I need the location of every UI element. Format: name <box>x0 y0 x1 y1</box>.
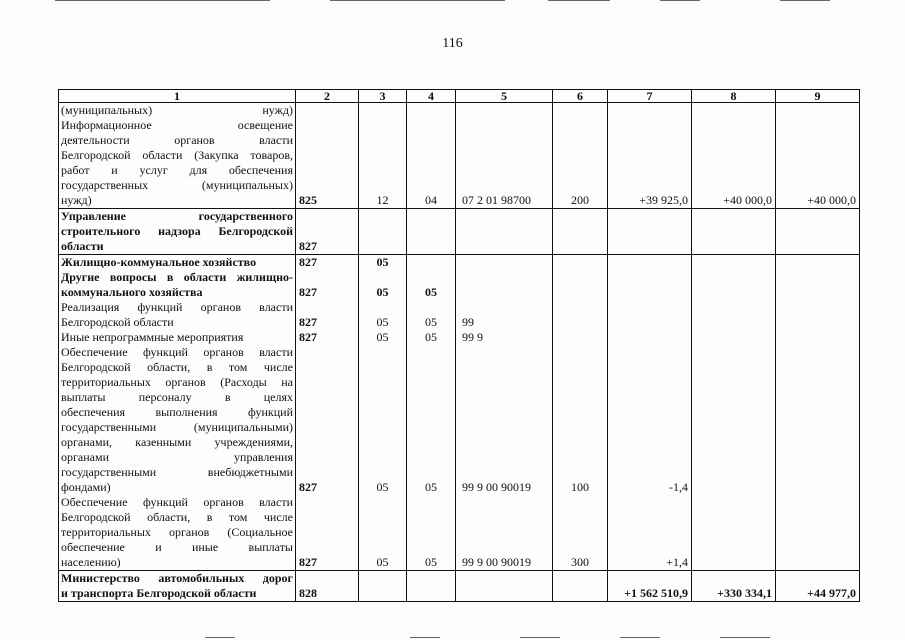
row-name-line: территориальных органов (Расходы на <box>61 375 293 389</box>
expense-type-code: 200 <box>553 103 608 209</box>
row-name-line: Обеспечение функций органов власти <box>61 495 293 509</box>
ministry-code: 827 <box>296 495 359 571</box>
target-article-code: 99 <box>456 300 553 330</box>
section-code: 05 <box>359 330 407 345</box>
row-name-line: Белгородской области, в том числе <box>61 360 293 374</box>
expense-type-code <box>553 209 608 255</box>
section-code: 05 <box>359 255 407 271</box>
column-header: 3 <box>359 90 407 103</box>
row-name-line: деятельности органов власти <box>61 133 293 147</box>
target-article-code: 99 9 00 90019 <box>456 495 553 571</box>
amount-2019 <box>776 209 860 255</box>
ministry-code: 827 <box>296 330 359 345</box>
amount-2019 <box>776 330 860 345</box>
table-row <box>59 300 860 330</box>
amount-2018 <box>692 209 776 255</box>
table-row <box>59 255 860 271</box>
target-article-code <box>456 209 553 255</box>
row-name-line: Обеспечение функций органов власти <box>61 345 293 359</box>
amount-2019 <box>776 255 860 271</box>
scan-artifact-bottom <box>720 637 770 638</box>
amount-2018 <box>692 495 776 571</box>
section-code <box>359 209 407 255</box>
ministry-code: 827 <box>296 209 359 255</box>
ministry-code: 827 <box>296 255 359 271</box>
row-name-line: Министерство автомобильных дорог <box>61 571 293 585</box>
row-name <box>59 300 296 330</box>
subsection-code: 05 <box>407 345 456 495</box>
amount-2017 <box>608 270 692 300</box>
row-name-line: выплаты персоналу в целях <box>61 390 293 404</box>
page-number: 116 <box>442 36 463 51</box>
row-name <box>59 103 296 209</box>
amount-2017: -1,4 <box>608 345 692 495</box>
row-name-line: государственными (муниципальными) <box>61 420 293 434</box>
subsection-code <box>407 255 456 271</box>
column-header: 5 <box>456 90 553 103</box>
column-header: 7 <box>608 90 692 103</box>
row-name-line: и транспорта Белгородской области <box>61 586 257 600</box>
amount-2018 <box>692 300 776 330</box>
row-name-line: государственными внебюджетными <box>61 465 293 479</box>
row-name-line: (муниципальных) нужд) <box>61 103 293 117</box>
amount-2019: +44 977,0 <box>776 571 860 602</box>
header-row <box>59 90 860 103</box>
scan-artifact-top <box>330 0 505 1</box>
row-name-line: Белгородской области, в том числе <box>61 510 293 524</box>
amount-2019 <box>776 345 860 495</box>
table-row <box>59 103 860 209</box>
subsection-code: 04 <box>407 103 456 209</box>
expense-type-code <box>553 571 608 602</box>
table-row <box>59 345 860 495</box>
row-name-line: государственных (муниципальных) <box>61 178 293 192</box>
amount-2018 <box>692 345 776 495</box>
ministry-code: 825 <box>296 103 359 209</box>
scan-artifact-top <box>55 0 270 1</box>
row-name <box>59 330 296 345</box>
scan-artifact-bottom <box>205 637 235 638</box>
row-name-line: Иные непрограммные мероприятия <box>61 330 244 344</box>
table-row <box>59 209 860 255</box>
column-header: 9 <box>776 90 860 103</box>
amount-2017 <box>608 330 692 345</box>
subsection-code: 05 <box>407 300 456 330</box>
amount-2017 <box>608 255 692 271</box>
scan-artifact-bottom <box>620 637 660 638</box>
table-row <box>59 571 860 602</box>
scan-artifact-top <box>660 0 700 1</box>
section-code: 05 <box>359 270 407 300</box>
amount-2019: +40 000,0 <box>776 103 860 209</box>
section-code: 05 <box>359 300 407 330</box>
column-header: 4 <box>407 90 456 103</box>
ministry-code: 827 <box>296 345 359 495</box>
amount-2019 <box>776 495 860 571</box>
row-name <box>59 209 296 255</box>
subsection-code: 05 <box>407 270 456 300</box>
row-name <box>59 495 296 571</box>
ministry-code: 827 <box>296 300 359 330</box>
expense-type-code <box>553 270 608 300</box>
row-name-line: нужд) <box>61 193 92 207</box>
row-name-line: Управление государственного <box>61 209 293 223</box>
amount-2019 <box>776 300 860 330</box>
row-name <box>59 571 296 602</box>
scan-artifact-top <box>780 0 830 1</box>
row-name-line: Белгородской области <box>61 315 174 329</box>
row-name-line: населению) <box>61 555 121 569</box>
amount-2018 <box>692 270 776 300</box>
target-article-code <box>456 270 553 300</box>
column-header: 2 <box>296 90 359 103</box>
scan-artifact-bottom <box>520 637 560 638</box>
amount-2017 <box>608 209 692 255</box>
row-name-line: территориальных органов (Социальное <box>61 525 293 539</box>
row-name-line: Другие вопросы в области жилищно- <box>61 270 293 284</box>
row-name-line: органами управления <box>61 450 293 464</box>
section-code <box>359 571 407 602</box>
expense-type-code <box>553 300 608 330</box>
row-name-line: коммунального хозяйства <box>61 285 203 299</box>
amount-2018 <box>692 255 776 271</box>
row-name-line: Жилищно-коммунальное хозяйство <box>61 255 257 269</box>
amount-2017 <box>608 300 692 330</box>
amount-2017: +1 562 510,9 <box>608 571 692 602</box>
expense-type-code: 300 <box>553 495 608 571</box>
row-name-line: фондами) <box>61 480 111 494</box>
amount-2018 <box>692 330 776 345</box>
column-header: 8 <box>692 90 776 103</box>
amount-2018: +40 000,0 <box>692 103 776 209</box>
amount-2017: +1,4 <box>608 495 692 571</box>
row-name-line: работ и услуг для обеспечения <box>61 163 293 177</box>
row-name <box>59 345 296 495</box>
row-name-line: области <box>61 239 104 253</box>
column-header: 1 <box>59 90 296 103</box>
column-header: 6 <box>553 90 608 103</box>
amount-2018: +330 334,1 <box>692 571 776 602</box>
ministry-code: 827 <box>296 270 359 300</box>
subsection-code: 05 <box>407 330 456 345</box>
row-name-line: строительного надзора Белгородской <box>61 224 293 238</box>
scan-artifact-top <box>548 0 610 1</box>
row-name-line: Информационное освещение <box>61 118 293 132</box>
row-name-line: обеспечение и иные выплаты <box>61 540 293 554</box>
row-name-line: Белгородской области (Закупка товаров, <box>61 148 293 162</box>
budget-table <box>58 89 860 602</box>
amount-2017: +39 925,0 <box>608 103 692 209</box>
target-article-code: 07 2 01 98700 <box>456 103 553 209</box>
target-article-code <box>456 255 553 271</box>
amount-2019 <box>776 270 860 300</box>
target-article-code: 99 9 <box>456 330 553 345</box>
expense-type-code: 100 <box>553 345 608 495</box>
table-row <box>59 495 860 571</box>
target-article-code <box>456 571 553 602</box>
subsection-code: 05 <box>407 495 456 571</box>
ministry-code: 828 <box>296 571 359 602</box>
row-name <box>59 270 296 300</box>
section-code: 12 <box>359 103 407 209</box>
row-name-line: обеспечения выполнения функций <box>61 405 293 419</box>
subsection-code <box>407 571 456 602</box>
table-row <box>59 270 860 300</box>
scan-artifact-bottom <box>410 637 440 638</box>
expense-type-code <box>553 255 608 271</box>
row-name-line: Реализация функций органов власти <box>61 300 293 314</box>
row-name-line: органами, казенными учреждениями, <box>61 435 293 449</box>
section-code: 05 <box>359 345 407 495</box>
section-code: 05 <box>359 495 407 571</box>
expense-type-code <box>553 330 608 345</box>
subsection-code <box>407 209 456 255</box>
target-article-code: 99 9 00 90019 <box>456 345 553 495</box>
table-row <box>59 330 860 345</box>
row-name <box>59 255 296 271</box>
